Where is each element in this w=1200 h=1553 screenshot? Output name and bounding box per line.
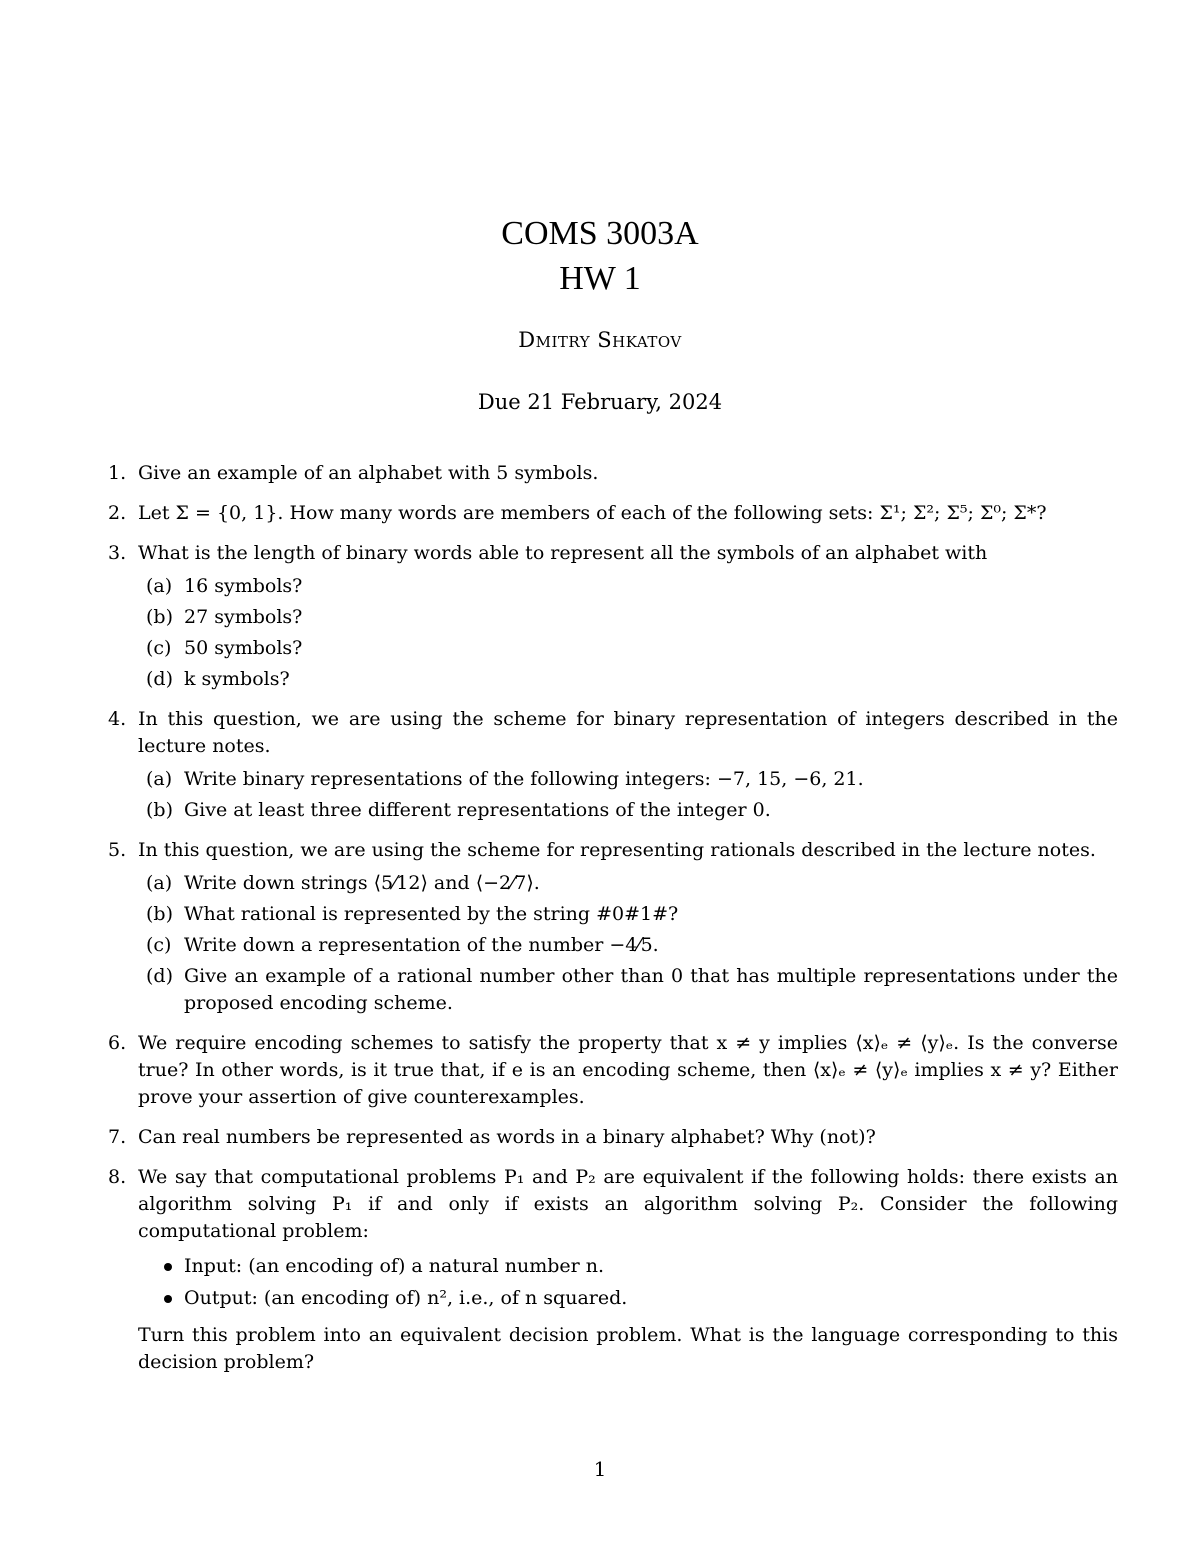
subquestion-label: (c) — [146, 934, 172, 956]
question-8 — [108, 1164, 1118, 1376]
subquestion-list — [138, 870, 1118, 1017]
question-text: In this question, we are using the scheme for representing rationals described in the lecture notes. — [138, 839, 1096, 861]
question-text: What is the length of binary words able to represent all the symbols of an alphabet with — [138, 542, 988, 564]
subquestion-text: 16 symbols? — [184, 575, 303, 597]
subquestion — [138, 870, 1118, 897]
question-1 — [108, 460, 1118, 487]
page-number: 1 — [593, 1457, 607, 1481]
question-5 — [108, 837, 1118, 1017]
subquestion — [138, 963, 1118, 1017]
question-number: 4. — [108, 708, 127, 730]
question-6 — [108, 1030, 1118, 1111]
subquestion — [138, 901, 1118, 928]
subquestion-list — [138, 766, 1118, 824]
bullet-item — [138, 1253, 1118, 1280]
question-text: In this question, we are using the scheme for binary representation of integers described in the lecture notes. — [138, 708, 1118, 757]
subquestion-text: Give at least three different representations of the integer 0. — [184, 799, 771, 821]
subquestion-text: Write down strings ⟨5⁄12⟩ and ⟨−2⁄7⟩. — [184, 872, 540, 894]
subquestion-label: (b) — [146, 606, 173, 628]
subquestion — [138, 766, 1118, 793]
homework-title: HW 1 — [559, 260, 641, 297]
bullet-icon — [164, 1263, 172, 1271]
subquestion-label: (c) — [146, 637, 172, 659]
subquestion-list — [138, 573, 1118, 693]
subquestion-text: k symbols? — [184, 668, 290, 690]
bullet-text: Input: (an encoding of) a natural number n. — [184, 1255, 605, 1277]
subquestion-label: (a) — [146, 768, 173, 790]
question-number: 2. — [108, 502, 127, 524]
bullet-list — [138, 1253, 1118, 1312]
question-number: 3. — [108, 542, 127, 564]
bullet-icon — [164, 1295, 172, 1303]
question-number: 7. — [108, 1126, 127, 1148]
question-text: Let Σ = {0, 1}. How many words are members of each of the following sets: Σ¹; Σ²; Σ⁵; Σ⁰; Σ*? — [138, 502, 1047, 524]
subquestion-text: 27 symbols? — [184, 606, 303, 628]
question-number: 5. — [108, 839, 127, 861]
subquestion-text: Write down a representation of the number −4⁄5. — [184, 934, 659, 956]
subquestion — [138, 635, 1118, 662]
bullet-item — [138, 1285, 1118, 1312]
subquestion-text: 50 symbols? — [184, 637, 303, 659]
question-text: We say that computational problems P₁ and P₂ are equivalent if the following holds: there exists an algorithm solving P₁ if and only if exists an algorithm solving P₂. Consider the following computational problem: — [138, 1166, 1118, 1242]
course-title: COMS 3003A — [501, 215, 699, 252]
subquestion — [138, 932, 1118, 959]
question-followup: Turn this problem into an equivalent decision problem. What is the language corresponding to this decision problem? — [138, 1324, 1118, 1373]
subquestion-label: (b) — [146, 903, 173, 925]
question-2 — [108, 500, 1118, 527]
subquestion — [138, 604, 1118, 631]
subquestion — [138, 666, 1118, 693]
question-4 — [108, 706, 1118, 824]
question-text: Can real numbers be represented as words in a binary alphabet? Why (not)? — [138, 1126, 876, 1148]
author-name: Dmitry Shkatov — [518, 328, 682, 352]
question-number: 8. — [108, 1166, 127, 1188]
question-number: 6. — [108, 1032, 127, 1054]
subquestion-text: Write binary representations of the following integers: −7, 15, −6, 21. — [184, 768, 864, 790]
subquestion-label: (d) — [146, 965, 173, 987]
question-number: 1. — [108, 462, 127, 484]
subquestion-label: (d) — [146, 668, 173, 690]
subquestion-text: What rational is represented by the string #0#1#? — [184, 903, 679, 925]
question-text: Give an example of an alphabet with 5 symbols. — [138, 462, 599, 484]
due-date: Due 21 February, 2024 — [477, 390, 723, 414]
subquestion-label: (a) — [146, 575, 173, 597]
question-list — [108, 460, 1118, 1389]
subquestion-label: (a) — [146, 872, 173, 894]
subquestion-text: Give an example of a rational number other than 0 that has multiple representations under the proposed encoding scheme. — [184, 965, 1118, 1014]
question-3 — [108, 540, 1118, 693]
subquestion — [138, 573, 1118, 600]
subquestion — [138, 797, 1118, 824]
question-7 — [108, 1124, 1118, 1151]
subquestion-label: (b) — [146, 799, 173, 821]
question-text: We require encoding schemes to satisfy the property that x ≠ y implies ⟨x⟩ₑ ≠ ⟨y⟩ₑ. Is the converse true? In other words, is it true that, if e is an encoding scheme, then ⟨x⟩ₑ ≠ ⟨y⟩ₑ implies x ≠ y? Either prove your assertion of give counterexamples. — [138, 1032, 1118, 1108]
bullet-text: Output: (an encoding of) n², i.e., of n squared. — [184, 1287, 628, 1309]
